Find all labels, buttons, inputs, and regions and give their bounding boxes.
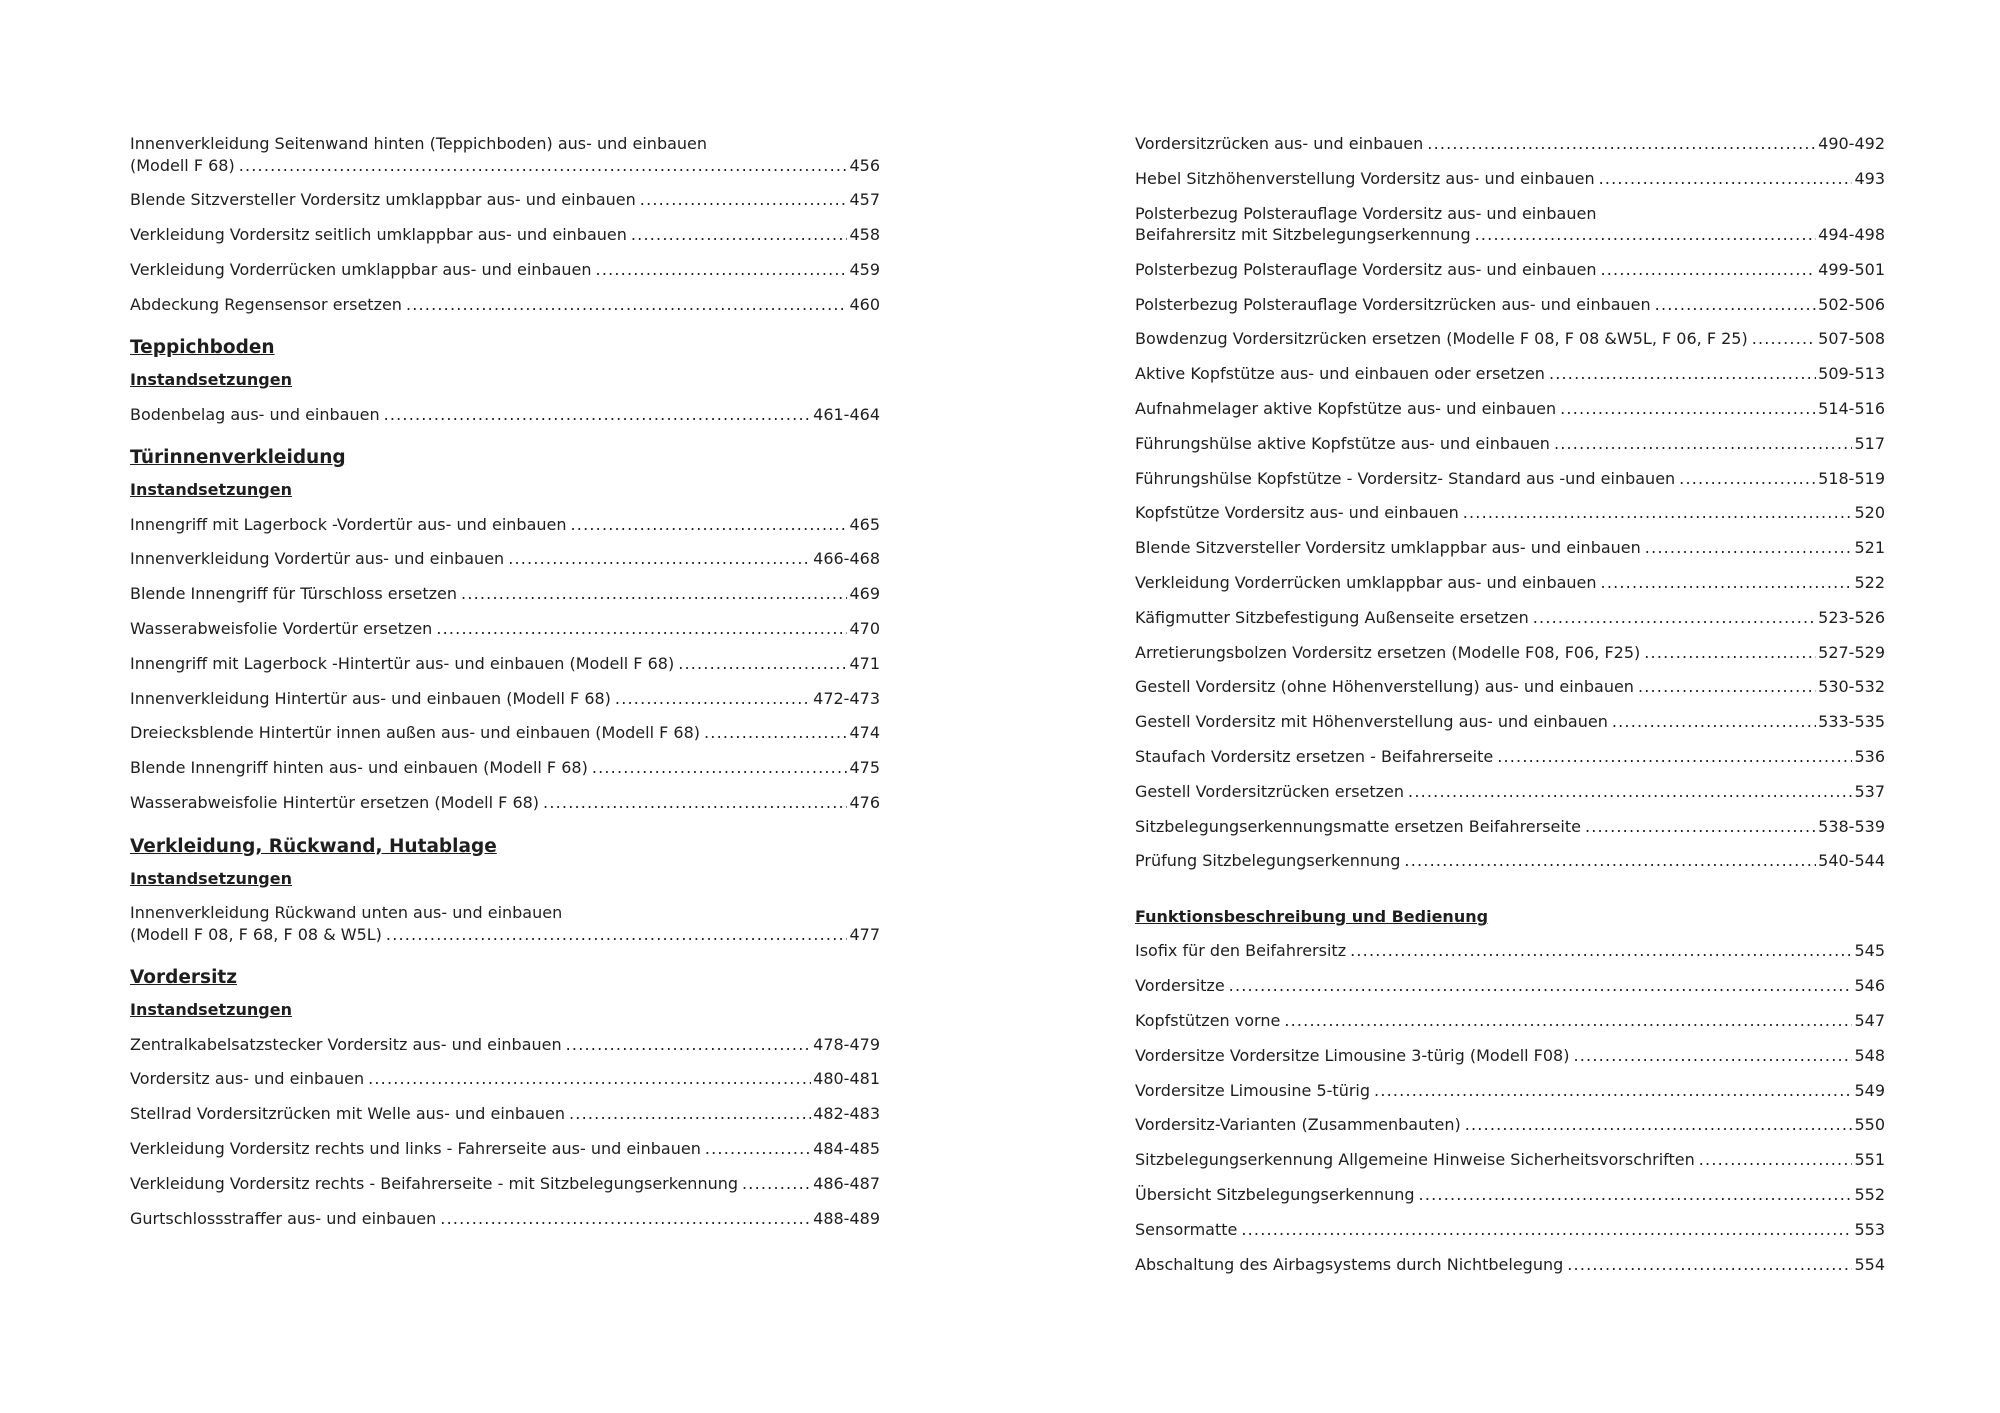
page-number: 499-501 [1818, 259, 1885, 279]
dot-leader [1241, 1219, 1852, 1241]
entry-title: Dreiecksblende Hintertür innen außen aus- und einbauen (Modell F 68) [130, 723, 700, 743]
dot-leader [678, 653, 847, 675]
entry-title: Gestell Vordersitzrücken ersetzen [1135, 781, 1405, 801]
dot-leader [1645, 537, 1853, 559]
dot-leader [1585, 816, 1816, 838]
entry-title: Hebel Sitzhöhenverstellung Vordersitz aus- und einbauen [1135, 168, 1595, 188]
page-number: 537 [1854, 781, 1885, 801]
dot-leader [1284, 1010, 1852, 1032]
chapter-heading: Verkleidung, Rückwand, Hutablage [130, 835, 497, 857]
page-number: 523-526 [1818, 607, 1885, 627]
dot-leader [1463, 502, 1853, 524]
toc-entry[interactable] [1135, 1045, 1885, 1067]
entry-title: Polsterbezug Polsterauflage Vordersitz aus- und einbauen [1135, 259, 1597, 279]
toc-entry[interactable] [1135, 433, 1885, 455]
page-number: 530-532 [1818, 677, 1885, 697]
dot-leader [1601, 572, 1853, 594]
toc-right-column [1135, 133, 1885, 1288]
toc-entry[interactable] [1135, 203, 1885, 246]
page-number: 522 [1854, 573, 1885, 593]
entry-title: Innengriff mit Lagerbock -Hintertür aus- und einbauen (Modell F 68) [130, 653, 675, 673]
dot-leader [615, 688, 811, 710]
dot-leader [1679, 468, 1816, 490]
chapter-heading: Türinnenverkleidung [130, 447, 346, 469]
page-number: 536 [1854, 747, 1885, 767]
page-number: 517 [1854, 433, 1885, 453]
entry-title: Innenverkleidung Seitenwand hinten (Teppichboden) aus- und einbauen [130, 134, 708, 153]
entry-title: Vordersitzrücken aus- und einbauen [1135, 134, 1424, 153]
entry-title: Sitzbelegungserkennung Allgemeine Hinweise Sicherheitsvorschriften [1135, 1150, 1695, 1170]
entry-title: Wasserabweisfolie Vordertür ersetzen [130, 619, 433, 639]
toc-entry[interactable] [1135, 398, 1885, 420]
toc-entry[interactable] [1135, 537, 1885, 559]
page-number: 533-535 [1818, 712, 1885, 732]
toc-entry[interactable] [1135, 642, 1885, 664]
dot-leader [1408, 781, 1852, 803]
toc-entry[interactable] [130, 1034, 880, 1056]
dot-leader [1419, 1184, 1853, 1206]
entry-title: Stellrad Vordersitzrücken mit Welle aus- und einbauen [130, 1104, 566, 1124]
toc-entry[interactable] [1135, 940, 1885, 962]
dot-leader [1599, 168, 1853, 190]
dot-leader [566, 1034, 812, 1056]
toc-entry[interactable] [1135, 168, 1885, 190]
page-number: 469 [849, 584, 880, 604]
page-number: 507-508 [1818, 329, 1885, 349]
dot-leader [1374, 1080, 1852, 1102]
toc-entry[interactable] [130, 757, 880, 779]
entry-title-continued: (Modell F 68) [130, 155, 235, 175]
entry-title: Gurtschlossstraffer aus- und einbauen [130, 1208, 437, 1228]
entry-title: Isofix für den Beifahrersitz [1135, 941, 1347, 961]
entry-title: Arretierungsbolzen Vordersitz ersetzen (Modelle F08, F06, F25) [1135, 642, 1641, 662]
toc-entry[interactable] [1135, 850, 1885, 872]
entry-title: Zentralkabelsatzstecker Vordersitz aus- und einbauen [130, 1034, 562, 1054]
toc-entry[interactable] [130, 688, 880, 710]
section-subheading: Instandsetzungen [130, 1000, 292, 1020]
chapter-heading: Teppichboden [130, 337, 275, 359]
entry-title: Aufnahmelager aktive Kopfstütze aus- und einbauen [1135, 399, 1557, 419]
page-number: 480-481 [813, 1069, 880, 1089]
entry-title: Blende Innengriff hinten aus- und einbauen (Modell F 68) [130, 758, 588, 778]
dot-leader [440, 1208, 811, 1230]
section-subheading: Funktionsbeschreibung und Bedienung [1135, 906, 1489, 926]
entry-title: Führungshülse aktive Kopfstütze aus- und einbauen [1135, 433, 1550, 453]
toc-entry[interactable] [130, 1068, 880, 1090]
page-number: 459 [849, 259, 880, 279]
toc-entry[interactable] [1135, 1219, 1885, 1241]
toc-entry[interactable] [1135, 363, 1885, 385]
page-number: 471 [849, 653, 880, 673]
entry-title: Gestell Vordersitz mit Höhenverstellung aus- und einbauen [1135, 712, 1608, 732]
entry-title: Kopfstützen vorne [1135, 1011, 1281, 1031]
dot-leader [704, 722, 847, 744]
page-number: 466-468 [813, 549, 880, 569]
toc-entry[interactable] [1135, 975, 1885, 997]
dot-leader [543, 792, 847, 814]
page-number: 502-506 [1818, 294, 1885, 314]
toc-entry[interactable] [1135, 294, 1885, 316]
toc-entry[interactable] [1135, 816, 1885, 838]
entry-title: Bowdenzug Vordersitzrücken ersetzen (Modelle F 08, F 08 &W5L, F 06, F 25) [1135, 329, 1748, 349]
entry-title: Verkleidung Vorderrücken umklappbar aus- und einbauen [1135, 573, 1597, 593]
chapter-heading: Vordersitz [130, 967, 238, 989]
page-number: 538-539 [1818, 816, 1885, 836]
dot-leader [1404, 850, 1816, 872]
dot-leader [1465, 1114, 1853, 1136]
page-number: 490-492 [1818, 134, 1885, 153]
toc-entry[interactable] [1135, 572, 1885, 594]
entry-title: Blende Sitzversteller Vordersitz umklappbar aus- und einbauen [1135, 538, 1641, 558]
toc-entry[interactable] [130, 902, 880, 945]
section-subheading: Instandsetzungen [130, 370, 292, 390]
toc-entry[interactable] [130, 133, 880, 176]
page-number: 546 [1854, 976, 1885, 996]
entry-title: Sensormatte [1135, 1219, 1238, 1239]
dot-leader [1699, 1149, 1853, 1171]
entry-title: Verkleidung Vordersitz rechts und links - Fahrerseite aus- und einbauen [130, 1138, 701, 1158]
page-number: 477 [849, 924, 880, 944]
entry-title: Staufach Vordersitz ersetzen - Beifahrerseite [1135, 747, 1494, 767]
page-number: 470 [849, 619, 880, 639]
dot-leader [705, 1138, 811, 1160]
toc-entry[interactable] [130, 548, 880, 570]
toc-entry[interactable] [1135, 1184, 1885, 1206]
page-number: 456 [849, 155, 880, 175]
dot-leader [1573, 1045, 1852, 1067]
dot-leader [1497, 746, 1852, 768]
dot-leader [239, 155, 848, 177]
dot-leader [640, 189, 848, 211]
toc-entry[interactable] [1135, 711, 1885, 733]
toc-entry[interactable] [1135, 1010, 1885, 1032]
page-number: 518-519 [1818, 468, 1885, 488]
page-number: 488-489 [813, 1208, 880, 1228]
entry-title: Vordersitze Limousine 5-türig [1135, 1080, 1371, 1100]
entry-title: Kopfstütze Vordersitz aus- und einbauen [1135, 503, 1459, 523]
page-number: 475 [849, 758, 880, 778]
toc-entry[interactable] [130, 1138, 880, 1160]
toc-entry[interactable] [130, 1103, 880, 1125]
dot-leader [1612, 711, 1816, 733]
page-number: 494-498 [1818, 225, 1885, 245]
toc-entry[interactable] [130, 404, 880, 426]
entry-title: Aktive Kopfstütze aus- und einbauen oder ersetzen [1135, 364, 1545, 384]
dot-leader [1549, 363, 1816, 385]
page-number: 458 [849, 225, 880, 245]
dot-leader [436, 618, 847, 640]
entry-title: Käfigmutter Sitzbefestigung Außenseite ersetzen [1135, 607, 1529, 627]
entry-title: Innenverkleidung Hintertür aus- und einbauen (Modell F 68) [130, 688, 611, 708]
entry-title: Wasserabweisfolie Hintertür ersetzen (Modell F 68) [130, 793, 540, 813]
toc-entry[interactable] [1135, 328, 1885, 350]
entry-title: Innenverkleidung Rückwand unten aus- und einbauen [130, 903, 563, 923]
toc-left-column [130, 133, 880, 1242]
page-number: 457 [849, 190, 880, 210]
entry-title: Führungshülse Kopfstütze - Vordersitz- Standard aus -und einbauen [1135, 468, 1676, 488]
page-number: 521 [1854, 538, 1885, 558]
dot-leader [1350, 940, 1852, 962]
toc-entry[interactable] [1135, 746, 1885, 768]
page-number: 554 [1854, 1254, 1885, 1274]
entry-title: Abdeckung Regensensor ersetzen [130, 294, 402, 314]
dot-leader [1752, 328, 1816, 350]
dot-leader [1567, 1254, 1852, 1276]
dot-leader [569, 1103, 811, 1125]
page-number: 465 [849, 514, 880, 534]
toc-entry[interactable] [1135, 259, 1885, 281]
dot-leader [1560, 398, 1816, 420]
dot-leader [592, 757, 848, 779]
toc-entry[interactable] [1135, 502, 1885, 524]
page-number: 540-544 [1818, 851, 1885, 871]
page-number: 493 [1854, 168, 1885, 188]
dot-leader [631, 224, 848, 246]
page-number: 527-529 [1818, 642, 1885, 662]
toc-entry[interactable] [1135, 781, 1885, 803]
dot-leader [1533, 607, 1816, 629]
toc-entry[interactable] [130, 514, 880, 536]
dot-leader [1638, 676, 1816, 698]
page-number: 553 [1854, 1219, 1885, 1239]
toc-entry[interactable] [1135, 1080, 1885, 1102]
page-number: 520 [1854, 503, 1885, 523]
toc-entry[interactable] [1135, 468, 1885, 490]
toc-entry[interactable] [1135, 133, 1885, 155]
page-number: 472-473 [813, 688, 880, 708]
entry-title: Vordersitz-Varianten (Zusammenbauten) [1135, 1115, 1461, 1135]
toc-entry[interactable] [130, 792, 880, 814]
section-subheading: Instandsetzungen [130, 868, 292, 888]
entry-title: Innengriff mit Lagerbock -Vordertür aus- und einbauen [130, 514, 567, 534]
dot-leader [406, 294, 848, 316]
toc-entry[interactable] [1135, 1114, 1885, 1136]
toc-entry[interactable] [130, 189, 880, 211]
entry-title: Übersicht Sitzbelegungserkennung [1135, 1185, 1415, 1205]
dot-leader [386, 924, 848, 946]
toc-entry[interactable] [1135, 676, 1885, 698]
toc-entry[interactable] [130, 653, 880, 675]
page-number: 460 [849, 294, 880, 314]
entry-title: Innenverkleidung Vordertür aus- und einbauen [130, 549, 505, 569]
dot-leader [1655, 294, 1816, 316]
dot-leader [1554, 433, 1853, 455]
toc-entry[interactable] [130, 583, 880, 605]
toc-entry[interactable] [130, 259, 880, 281]
page-number: 486-487 [813, 1173, 880, 1193]
dot-leader [461, 583, 847, 605]
entry-title: Prüfung Sitzbelegungserkennung [1135, 851, 1401, 871]
entry-title: Verkleidung Vordersitz seitlich umklappbar aus- und einbauen [130, 225, 627, 245]
page-number: 461-464 [813, 404, 880, 424]
entry-title: Polsterbezug Polsterauflage Vordersitz aus- und einbauen [1135, 203, 1597, 223]
page-number: 550 [1854, 1115, 1885, 1135]
toc-entry[interactable] [1135, 1149, 1885, 1171]
dot-leader [1600, 259, 1816, 281]
page-number: 545 [1854, 941, 1885, 961]
page-number: 482-483 [813, 1104, 880, 1124]
entry-title: Verkleidung Vorderrücken umklappbar aus- und einbauen [130, 259, 592, 279]
dot-leader [596, 259, 848, 281]
dot-leader [384, 404, 812, 426]
entry-title: Bodenbelag aus- und einbauen [130, 404, 380, 424]
entry-title: Vordersitze Vordersitze Limousine 3-türig (Modell F08) [1135, 1045, 1570, 1065]
dot-leader [1475, 224, 1817, 246]
entry-title: Blende Sitzversteller Vordersitz umklappbar aus- und einbauen [130, 190, 636, 210]
dot-leader [571, 514, 848, 536]
page-number: 509-513 [1818, 364, 1885, 384]
page-number: 514-516 [1818, 399, 1885, 419]
dot-leader [508, 548, 811, 570]
dot-leader [742, 1173, 811, 1195]
toc-entry[interactable] [130, 1208, 880, 1230]
dot-leader [368, 1068, 811, 1090]
dot-leader [1427, 133, 1816, 155]
entry-title: Blende Innengriff für Türschloss ersetzen [130, 584, 458, 604]
page-number: 484-485 [813, 1138, 880, 1158]
entry-title-continued: (Modell F 08, F 68, F 08 & W5L) [130, 924, 382, 944]
entry-title: Gestell Vordersitz (ohne Höhenverstellung) aus- und einbauen [1135, 677, 1634, 697]
page-number: 478-479 [813, 1034, 880, 1054]
page-number: 552 [1854, 1185, 1885, 1205]
page-number: 476 [849, 793, 880, 813]
entry-title: Sitzbelegungserkennungsmatte ersetzen Beifahrerseite [1135, 816, 1581, 836]
toc-entry[interactable] [130, 722, 880, 744]
entry-title-continued: Beifahrersitz mit Sitzbelegungserkennung [1135, 225, 1471, 245]
toc-entry[interactable] [1135, 607, 1885, 629]
page-number: 548 [1854, 1045, 1885, 1065]
section-subheading: Instandsetzungen [130, 480, 292, 500]
page-number: 547 [1854, 1011, 1885, 1031]
entry-title: Polsterbezug Polsterauflage Vordersitzrücken aus- und einbauen [1135, 294, 1651, 314]
toc-entry[interactable] [1135, 1254, 1885, 1276]
page-number: 551 [1854, 1150, 1885, 1170]
page-number: 549 [1854, 1080, 1885, 1100]
page-number: 474 [849, 723, 880, 743]
toc-entry[interactable] [130, 224, 880, 246]
toc-entry[interactable] [130, 618, 880, 640]
entry-title: Vordersitz aus- und einbauen [130, 1069, 365, 1089]
dot-leader [1644, 642, 1816, 664]
entry-title: Verkleidung Vordersitz rechts - Beifahrerseite - mit Sitzbelegungserkennung [130, 1173, 739, 1193]
entry-title: Vordersitze [1135, 976, 1225, 996]
dot-leader [1229, 975, 1853, 997]
toc-entry[interactable] [130, 294, 880, 316]
toc-entry[interactable] [130, 1173, 880, 1195]
entry-title: Abschaltung des Airbagsystems durch Nichtbelegung [1135, 1254, 1564, 1274]
